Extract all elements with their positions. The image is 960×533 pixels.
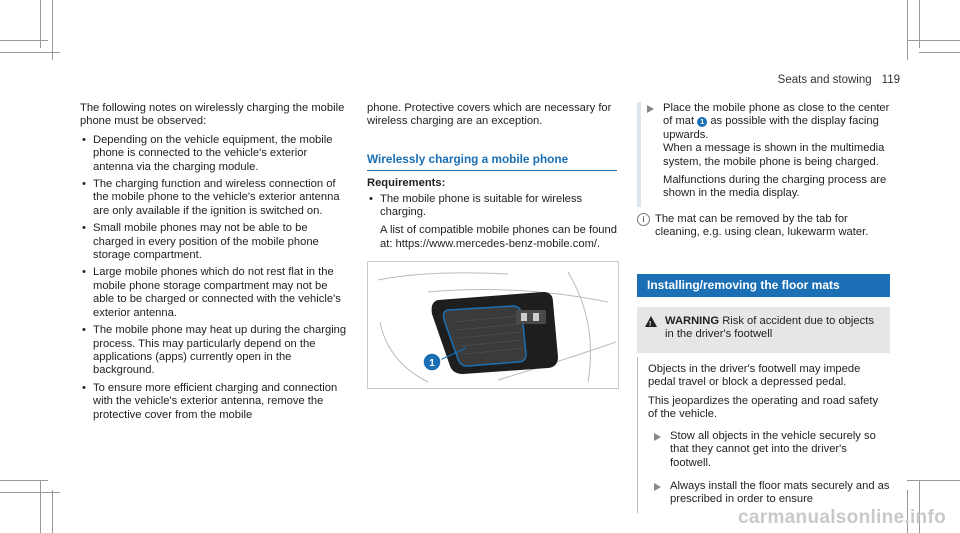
info-icon: i xyxy=(637,213,650,226)
section-title-bar: Installing/removing the floor mats xyxy=(637,274,890,297)
instruction-block xyxy=(637,102,890,207)
note-text: The mat can be removed by the tab for cleaning, e.g. using clean, lukewarm water. xyxy=(655,212,869,239)
callout-marker: 1 xyxy=(697,117,707,127)
instruction-step: Stow all objects in the vehicle securely so that they cannot get into the driver's footwell. xyxy=(648,430,890,470)
crop-mark xyxy=(907,40,960,41)
warning-details xyxy=(637,357,890,513)
step-text: Place the mobile phone as close to the center of mat xyxy=(663,102,890,128)
crop-mark xyxy=(0,492,60,493)
list-item: • Depending on the vehicle equipment, the mobile phone is connected to the vehicle's exterior antenna via the charging module. xyxy=(80,134,350,174)
step-malfunction: Malfunctions during the charging process are shown in the media display. xyxy=(663,174,887,200)
charging-mat-image xyxy=(368,262,618,388)
crop-mark xyxy=(40,480,41,533)
warning-paragraph: Objects in the driver's footwell may impede pedal travel or block a depressed pedal. xyxy=(648,363,861,389)
list-item: • The charging function and wireless connection of the mobile phone to the vehicle's exterior antenna are only available if the ignition is switched on. xyxy=(80,178,350,218)
warning-box xyxy=(637,307,890,353)
column-left xyxy=(80,102,350,426)
list-item xyxy=(367,193,617,252)
warning-title: WARNING xyxy=(665,315,720,328)
crop-mark xyxy=(907,480,960,481)
requirement-text: The mobile phone is suitable for wireless charging. xyxy=(380,192,583,219)
intro-text: The following notes on wirelessly charging the mobile phone must be observed: xyxy=(80,102,345,128)
figure-callout-1: 1 xyxy=(429,358,435,370)
step-result: When a message is shown in the multimedia system, the mobile phone is being charged. xyxy=(663,142,885,168)
section-name: Seats and stowing xyxy=(777,74,872,86)
step-text: as possible with the display facing upwards. xyxy=(663,115,879,141)
wireless-charging-illustration xyxy=(367,261,619,389)
list-item: • Small mobile phones may not be able to be charged in every position of the mobile phone storage compartment. xyxy=(80,222,350,262)
continuation-text: phone. Protective covers which are necessary for wireless charging are an exception. xyxy=(367,102,612,128)
crop-mark xyxy=(52,490,53,533)
info-note xyxy=(637,213,890,240)
section-heading: Wirelessly charging a mobile phone xyxy=(367,153,617,171)
crop-mark xyxy=(0,52,60,53)
crop-mark xyxy=(0,480,48,481)
list-item: • Large mobile phones which do not rest flat in the mobile phone storage compartment may not be able to be charged or connected with the vehicle's exterior antenna. xyxy=(80,266,350,320)
crop-mark xyxy=(919,52,960,53)
instruction-step: Always install the floor mats securely and as prescribed in order to ensure xyxy=(648,480,890,507)
requirements-label: Requirements: xyxy=(367,177,446,190)
column-right xyxy=(637,102,890,513)
column-middle xyxy=(367,102,617,389)
requirements-list xyxy=(367,193,617,252)
crop-mark xyxy=(907,0,908,60)
compatible-list-text: A list of compatible mobile phones can be found at: https://www.mercedes-benz-mobile.com/. xyxy=(380,224,617,250)
warning-triangle-icon xyxy=(645,316,657,327)
crop-mark xyxy=(52,0,53,60)
watermark: carmanualsonline.info xyxy=(738,507,946,528)
crop-mark xyxy=(0,40,48,41)
list-item: • To ensure more efficient charging and connection with the vehicle's exterior antenna, remove the protective cover from the mobile xyxy=(80,382,350,422)
instruction-step xyxy=(641,102,890,201)
list-item: • The mobile phone may heat up during the charging process. This may particularly depend on the applications (apps) currently open in the background. xyxy=(80,324,350,378)
warning-paragraph: This jeopardizes the operating and road safety of the vehicle. xyxy=(648,394,879,421)
notes-list xyxy=(80,134,350,422)
warning-text: Risk of accident due to objects in the driver's footwell xyxy=(665,315,874,341)
page-number: 119 xyxy=(881,74,900,86)
page-header xyxy=(778,74,900,86)
warning-steps xyxy=(648,430,890,513)
